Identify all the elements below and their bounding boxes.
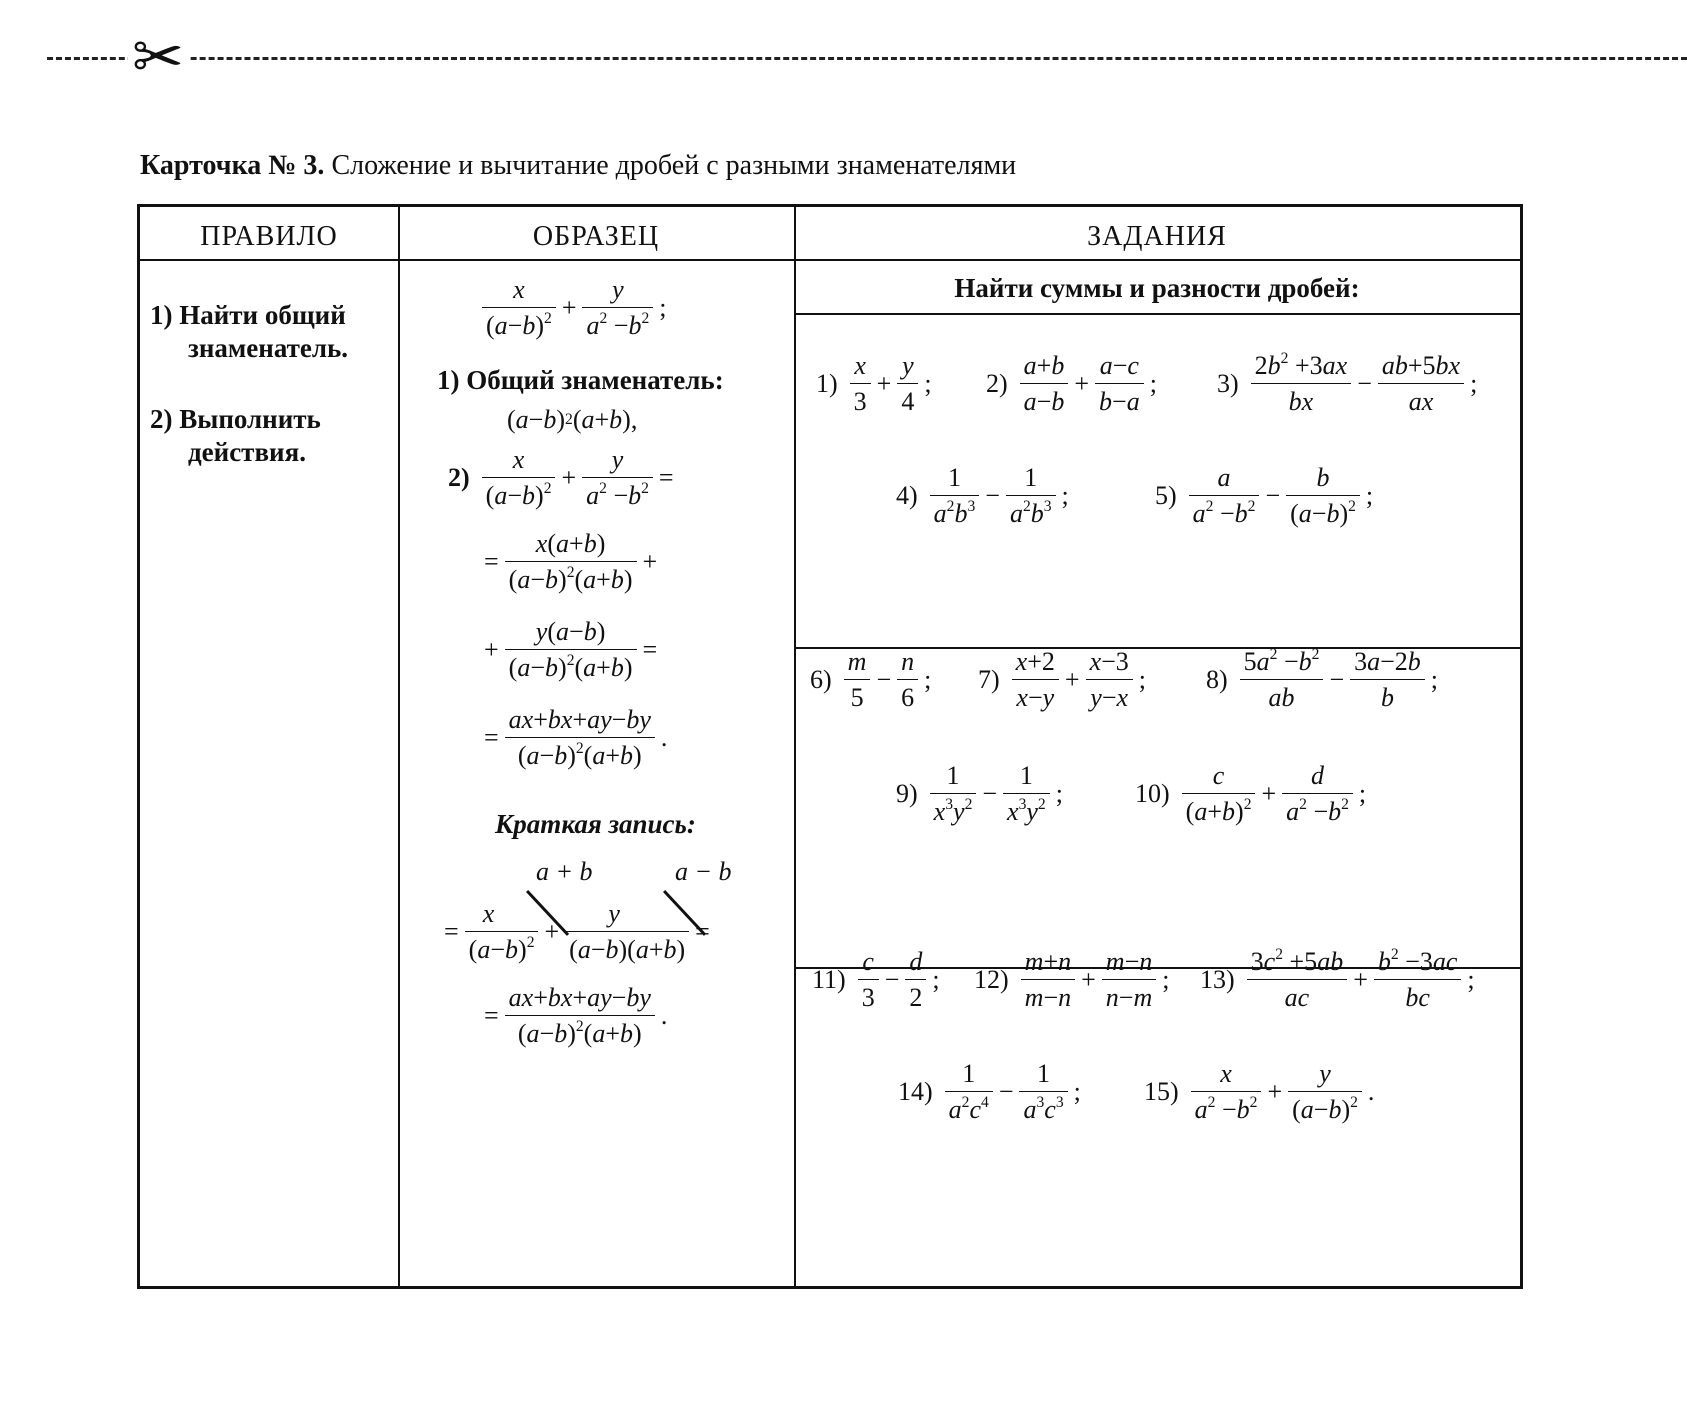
task-6: 6) m 5 − $\frac{n}{6}$ ; (810, 647, 932, 712)
task-4: 4) 1 $a^2b^3$ − $\frac{1}{a^2b^3}$ ; (896, 463, 1069, 528)
short-notation-result: = $\frac{ax+bx+ay-by}{(a-b)^2(a+b)}$ . (484, 983, 668, 1048)
short-notation-label: Краткая запись: (495, 809, 696, 839)
common-denominator: ( a − b ) 2 ( a + b ) , (507, 405, 638, 434)
header-tasks: ЗАДАНИЯ (1087, 221, 1227, 252)
task-10: 10) c $(a+b)^2$ + $\frac{d}{a^2 -b^2}$ ; (1135, 761, 1367, 826)
cut-line (47, 57, 1687, 60)
task-12: 12) m+n m−n + $\frac{m-n}{n-m}$ ; (974, 947, 1170, 1012)
task-11: 11) c 3 − $\frac{d}{2}$ ; (812, 947, 940, 1012)
task-9: 9) 1 $x^3y^2$ − $\frac{1}{x^3y^2}$ ; (896, 761, 1063, 826)
sample-expression: x $(a-b)^2$ + $\frac{y}{a^2 -b^2}$ ; (480, 275, 670, 341)
page-title: Карточка № 3. Сложение и вычитание дробей с разными знаменателями (140, 150, 1017, 181)
sample-step-2: 2) x $(a-b)^2$ + $\frac{y}{a^2 -b^2}$ = (448, 445, 674, 510)
multiplier-1: a + b (536, 857, 593, 886)
short-notation: = $\frac{x}{(a-b)^2}$ + $\frac{y}{(a-b)(a+b)}$ = (444, 899, 710, 964)
task-15: 15) x $a^2 -b^2$ + $\frac{y}{(a-b)^2}$ . (1144, 1059, 1375, 1124)
task-7: 7) x+2 x−y + $\frac{x-3}{y-x}$ ; (978, 647, 1147, 712)
sample-line-b: + $\frac{y(a-b)}{(a-b)^2(a+b)}$ = (484, 617, 658, 682)
scissors-icon: ✂ (128, 26, 188, 88)
sample-line-c: = $\frac{ax+bx+ay-by}{(a-b)^2(a+b)}$ . (484, 705, 668, 770)
task-13: 13) $3c^2 +5ab$ ac + $\frac{b^2 -3ac}{bc}$ ; (1200, 946, 1475, 1012)
header-sample: ОБРАЗЕЦ (532, 221, 660, 252)
rule-step-1: 1) Найти общий знаменатель. (150, 300, 349, 363)
card-table (137, 204, 1523, 1289)
header-rule: ПРАВИЛО (200, 221, 338, 252)
task-2: 2) a+b a−b + $\frac{a-c}{b-a}$ ; (986, 351, 1157, 416)
rule-step-2: 2) Выполнить действия. (150, 404, 321, 467)
task-1: 1) x 3 + $\frac{y}{4}$ ; (816, 351, 932, 416)
task-8: 8) $5a^2 -b^2$ ab − $\frac{3a-2b}{b}$ ; (1206, 646, 1439, 712)
multiplier-2: a − b (675, 857, 732, 886)
tasks-subtitle: Найти суммы и разности дробей: (954, 273, 1360, 303)
task-14: 14) 1 $a^2c^4$ − $\frac{1}{a^3c^3}$ ; (898, 1059, 1081, 1124)
task-3: 3) $2b^2 +3ax$ bx − $\frac{ab+5bx}{ax}$ ; (1217, 350, 1478, 416)
task-5: 5) a $a^2 -b^2$ − $\frac{b}{(a-b)^2}$ ; (1155, 463, 1374, 528)
sample-step-1: 1) Общий знаменатель: (437, 365, 724, 395)
sample-line-a: = $\frac{x(a+b)}{(a-b)^2(a+b)}$ + (484, 529, 658, 594)
